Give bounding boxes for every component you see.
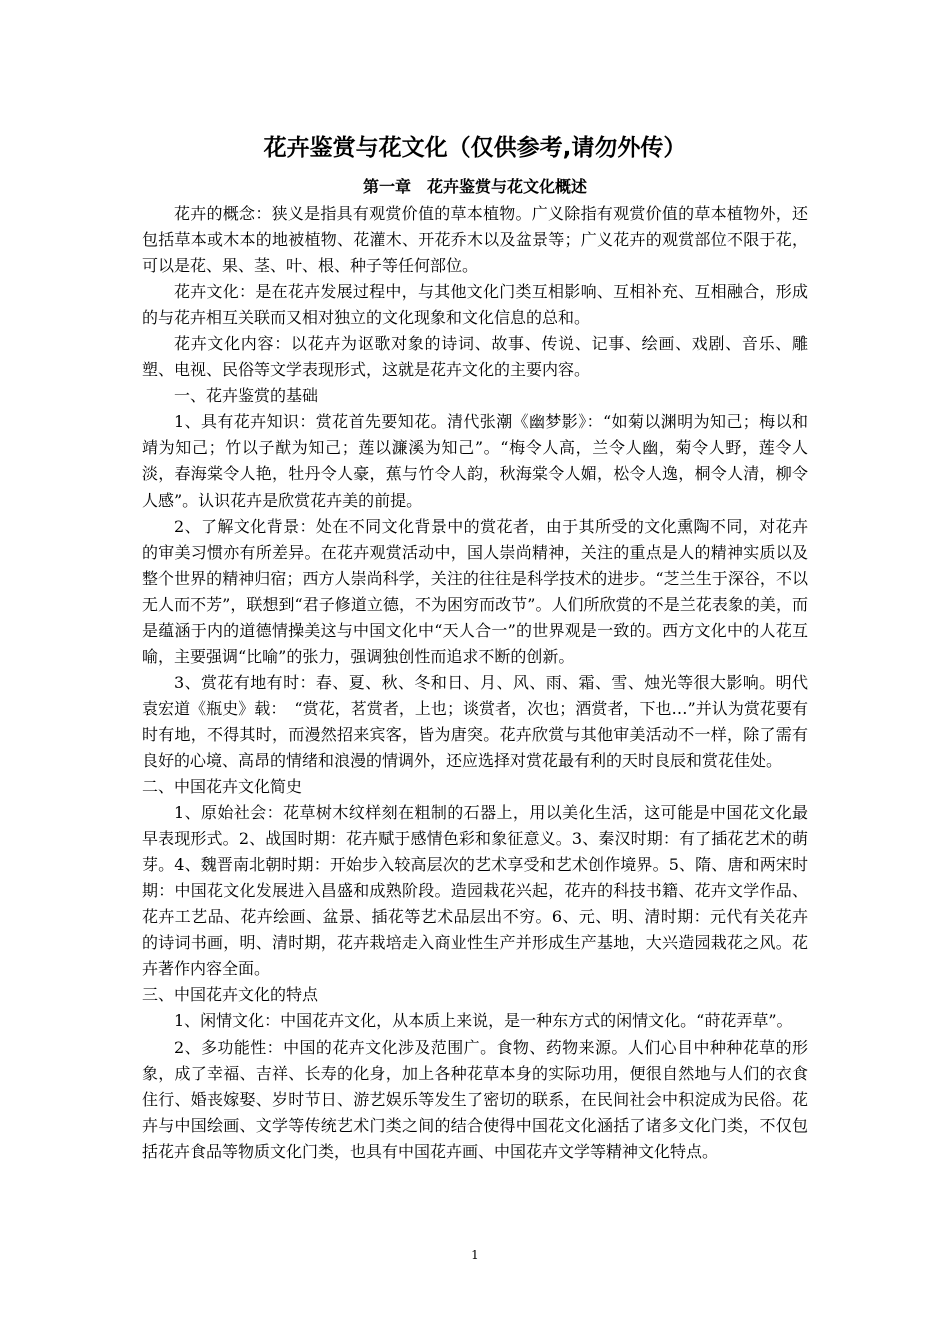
paragraph-cultural-background: 2、了解文化背景：处在不同文化背景中的赏花者，由于其所受的文化熏陶不同，对花卉的审美习惯亦有所差异。在花卉观赏活动中，国人崇尚精神，关注的重点是人的精神实质以及整个世界的精神归宿；西方人崇尚科学，关注的往往是科学技术的进步。“芝兰生于深谷，不以无人而不芳”，联想到“君子修道立德，不为困穷而改节”。人们所欣赏的不是兰花表象的美，而是蕴涵于内的道德情操美这与中国文化中“天人合一”的世界观是一致的。西方文化中的人花互喻，主要强调“比喻”的张力，强调独创性而追求不断的创新。 [142,516,808,666]
chapter-title: 第一章 花卉鉴赏与花文化概述 [362,177,587,196]
section-heading-characteristics: 三、中国花卉文化的特点 [142,985,319,1005]
document-title: 花卉鉴赏与花文化（仅供参考,请勿外传） [263,135,687,161]
paragraph-flower-culture: 花卉文化：是在花卉发展过程中，与其他文化门类互相影响、互相补充、互相融合，形成的与花卉相互关联而又相对独立的文化现象和文化信息的总和。 [142,282,808,328]
paragraph-history: 1、原始社会：花草树木纹样刻在粗制的石器上，用以美化生活，这可能是中国花文化最早表现形式。2、战国时期：花卉赋于感情色彩和象征意义。3、秦汉时期：有了插花艺术的萌芽。4、魏晋南北朝时期：开始步入较高层次的艺术享受和艺术创作境界。5、隋、唐和两宋时期：中国花文化发展进入昌盛和成熟阶段。造园栽花兴起，花卉的科技书籍、花卉文学作品、花卉工艺品、花卉绘画、盆景、插花等艺术品层出不穷。6、元、明、清时期：元代有关花卉的诗词书画，明、清时期，花卉栽培走入商业性生产并形成生产基地，大兴造园栽花之风。花卉著作内容全面。 [142,803,808,979]
section-heading-appreciation-basis: 一、花卉鉴赏的基础 [174,386,319,406]
paragraph-flower-knowledge: 1、具有花卉知识：赏花首先要知花。清代张潮《幽梦影》：“如菊以渊明为知己；梅以和靖为知己；竹以子猷为知己；莲以濂溪为知己”。“梅令人高，兰令人幽，菊令人野，莲令人淡，春海棠令人艳，牡丹令人豪，蕉与竹令人韵，秋海棠令人媚，松令人逸，桐令人清，柳令人感”。认识花卉是欣赏花卉美的前提。 [142,412,808,510]
paragraph-leisure-culture: 1、闲情文化：中国花卉文化，从本质上来说，是一种东方式的闲情文化。“莳花弄草”。 [174,1011,793,1031]
page-number: 1 [471,1248,479,1262]
paragraph-culture-content: 花卉文化内容：以花卉为讴歌对象的诗词、故事、传说、记事、绘画、戏剧、音乐、雕塑、电视、民俗等文学表现形式，这就是花卉文化的主要内容。 [142,334,808,380]
body-text [142,201,808,1165]
paragraph-flower-concept: 花卉的概念：狭义是指具有观赏价值的草本植物。广义除指有观赏价值的草本植物外，还包括草本或木本的地被植物、花灌木、开花乔木以及盆景等；广义花卉的观赏部位不限于花，可以是花、果、茎、叶、根、种子等任何部位。 [142,204,808,276]
paragraph-multifunctional: 2、多功能性：中国的花卉文化涉及范围广。食物、药物来源。人们心目中种种花草的形象，成了幸福、吉祥、长寿的化身，加上各种花草本身的实际功用，便很自然地与人们的衣食住行、婚丧嫁娶、岁时节日、游艺娱乐等发生了密切的联系，在民间社会中积淀成为民俗。花卉与中国绘画、文学等传统艺术门类之间的结合使得中国花文化涵括了诸多文化门类，不仅包括花卉食品等物质文化门类，也具有中国花卉画、中国花卉文学等精神文化特点。 [142,1037,808,1161]
section-heading-history: 二、中国花卉文化简史 [142,777,303,797]
paragraph-time-and-place: 3、赏花有地有时：春、夏、秋、冬和日、月、风、雨、霜、雪、烛光等很大影响。明代袁宏道《瓶史》载： “赏花，茗赏者，上也；谈赏者，次也；酒赏者，下也…”并认为赏花要有时有地，不得其时，而漫然招来宾客，皆为唐突。花卉欣赏与其他审美活动不一样，除了需有良好的心境、高昂的情绪和浪漫的情调外，还应选择对赏花最有利的天时良辰和赏花佳处。 [142,672,808,770]
